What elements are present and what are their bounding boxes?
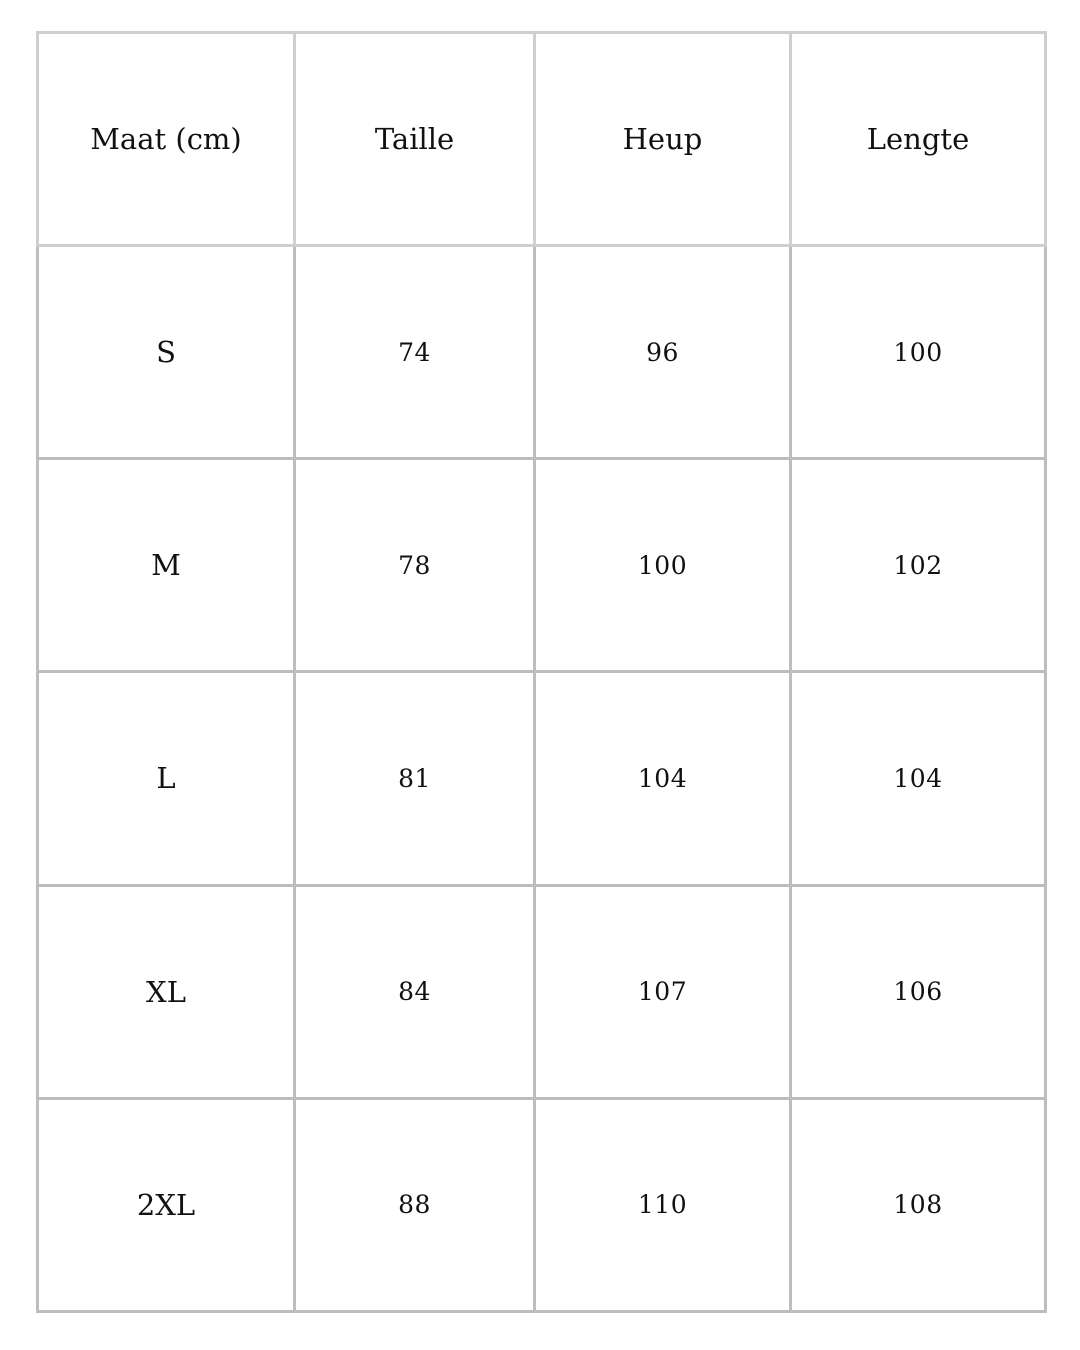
heup-cell: 110	[535, 1098, 791, 1311]
lengte-cell: 106	[791, 885, 1046, 1098]
lengte-cell: 104	[791, 672, 1046, 885]
size-cell: L	[38, 672, 295, 885]
table-row	[38, 672, 1046, 885]
size-cell: S	[38, 246, 295, 459]
header-size: Maat (cm)	[38, 33, 295, 246]
heup-cell: 96	[535, 246, 791, 459]
taille-cell: 84	[295, 885, 535, 1098]
header-taille: Taille	[295, 33, 535, 246]
table-row	[38, 1098, 1046, 1311]
size-chart-table	[36, 31, 1047, 1313]
table-header	[38, 33, 1046, 246]
lengte-cell: 102	[791, 459, 1046, 672]
heup-cell: 100	[535, 459, 791, 672]
taille-cell: 88	[295, 1098, 535, 1311]
taille-cell: 78	[295, 459, 535, 672]
table-row	[38, 459, 1046, 672]
header-row	[38, 33, 1046, 246]
heup-cell: 107	[535, 885, 791, 1098]
taille-cell: 74	[295, 246, 535, 459]
table-body	[38, 246, 1046, 1312]
size-cell: 2XL	[38, 1098, 295, 1311]
header-heup: Heup	[535, 33, 791, 246]
lengte-cell: 100	[791, 246, 1046, 459]
heup-cell: 104	[535, 672, 791, 885]
taille-cell: 81	[295, 672, 535, 885]
header-lengte: Lengte	[791, 33, 1046, 246]
size-cell: M	[38, 459, 295, 672]
table-row	[38, 885, 1046, 1098]
table-row	[38, 246, 1046, 459]
size-cell: XL	[38, 885, 295, 1098]
lengte-cell: 108	[791, 1098, 1046, 1311]
